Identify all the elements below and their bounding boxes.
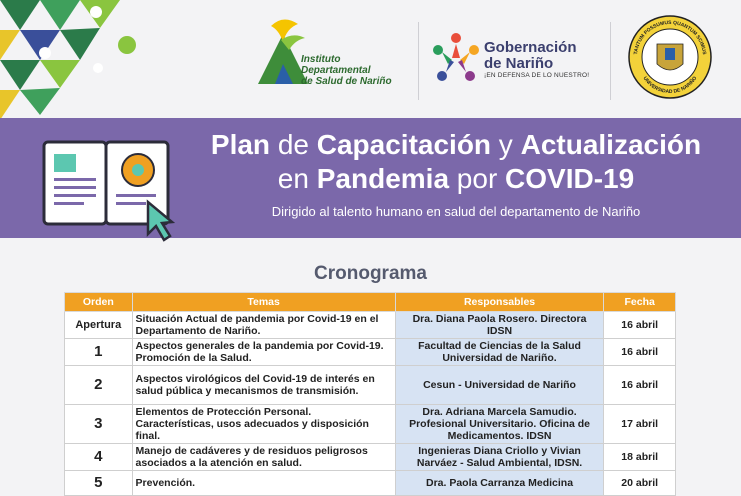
title-word-de: de: [270, 129, 317, 160]
gobernacion-slogan: ¡EN DEFENSA DE LO NUESTRO!: [484, 72, 590, 79]
col-orden: Orden: [65, 293, 133, 312]
table-header-row: [65, 293, 676, 312]
row-fecha: 18 abril: [604, 444, 676, 471]
idsn-line-2: Departamental: [301, 65, 371, 76]
idsn-logo: [253, 14, 413, 94]
row-orden: 2: [65, 366, 133, 405]
row-fecha: 20 abril: [604, 471, 676, 496]
title-word-por: por: [449, 163, 506, 194]
row-responsable: Cesun - Universidad de Nariño: [395, 366, 604, 405]
title-word-en: en: [277, 163, 317, 194]
row-responsable: Dra. Diana Paola Rosero. Directora IDSN: [395, 312, 604, 339]
title-word-covid: COVID-19: [505, 163, 635, 194]
row-responsable: Dra. Adriana Marcela Samudio. Profesional Universitario. Oficina de Medicamentos. IDSN: [395, 405, 604, 444]
table-row: [65, 444, 676, 471]
table-row: [65, 405, 676, 444]
seal-bottom-text: UNIVERSIDAD DE NARIÑO: [641, 75, 699, 96]
row-orden: 5: [65, 471, 133, 496]
row-fecha: 16 abril: [604, 312, 676, 339]
table-row: [65, 471, 676, 496]
row-responsable: Facultad de Ciencias de la Salud Universidad de Nariño.: [395, 339, 604, 366]
row-orden: 3: [65, 405, 133, 444]
row-orden: Apertura: [65, 312, 133, 339]
banner-title-line-1: [176, 128, 736, 162]
row-responsable: Dra. Paola Carranza Medicina: [395, 471, 604, 496]
row-responsable: Ingenieras Diana Criollo y Vivian Narváez - Salud Ambiental, IDSN.: [395, 444, 604, 471]
title-word-actualizacion: Actualización: [520, 129, 702, 160]
row-tema: Aspectos generales de la pandemia por Covid-19. Promoción de la Salud.: [132, 339, 395, 366]
row-fecha: 17 abril: [604, 405, 676, 444]
title-word-pandemia: Pandemia: [316, 163, 450, 194]
logo-divider-1: [418, 22, 419, 100]
book-virus-icon: [40, 128, 175, 258]
title-word-capacitacion: Capacitación: [316, 129, 492, 160]
universidad-narino-seal: [627, 14, 713, 100]
gobernacion-title-2: de Nariño: [484, 55, 554, 72]
banner-title-line-2: [176, 162, 736, 196]
row-fecha: 16 abril: [604, 339, 676, 366]
row-tema: Aspectos virológicos del Covid-19 de interés en salud pública y mecanismos de transmisión.: [132, 366, 395, 405]
title-word-y: y: [491, 129, 521, 160]
schedule-table: [64, 292, 676, 496]
row-tema: Elementos de Protección Personal. Características, usos adecuados y disposición final.: [132, 405, 395, 444]
table-row: [65, 366, 676, 405]
row-orden: 4: [65, 444, 133, 471]
gobernacion-logo: [432, 30, 602, 90]
row-tema: Prevención.: [132, 471, 395, 496]
idsn-line-3: de Salud de Nariño: [301, 76, 392, 87]
idsn-line-1: Instituto: [301, 54, 341, 65]
banner-title: [176, 128, 736, 196]
gobernacion-title-1: Gobernación: [484, 39, 577, 56]
table-row: [65, 312, 676, 339]
logo-divider-2: [610, 22, 611, 100]
schedule-heading: Cronograma: [314, 263, 427, 284]
title-word-plan: Plan: [210, 129, 271, 160]
row-fecha: 16 abril: [604, 366, 676, 405]
col-responsables: Responsables: [395, 293, 604, 312]
row-tema: Manejo de cadáveres y de residuos peligrosos asociados a la atención en salud.: [132, 444, 395, 471]
col-temas: Temas: [132, 293, 395, 312]
col-fecha: Fecha: [604, 293, 676, 312]
table-row: [65, 339, 676, 366]
seal-top-text: TANTUM POSSUMUS QUANTUM SCIMUS: [633, 19, 707, 55]
row-orden: 1: [65, 339, 133, 366]
gobernacion-star-icon: [432, 30, 480, 84]
banner-subtitle: Dirigido al talento humano en salud del departamento de Nariño: [271, 204, 641, 219]
row-tema: Situación Actual de pandemia por Covid-19 en el Departamento de Nariño.: [132, 312, 395, 339]
